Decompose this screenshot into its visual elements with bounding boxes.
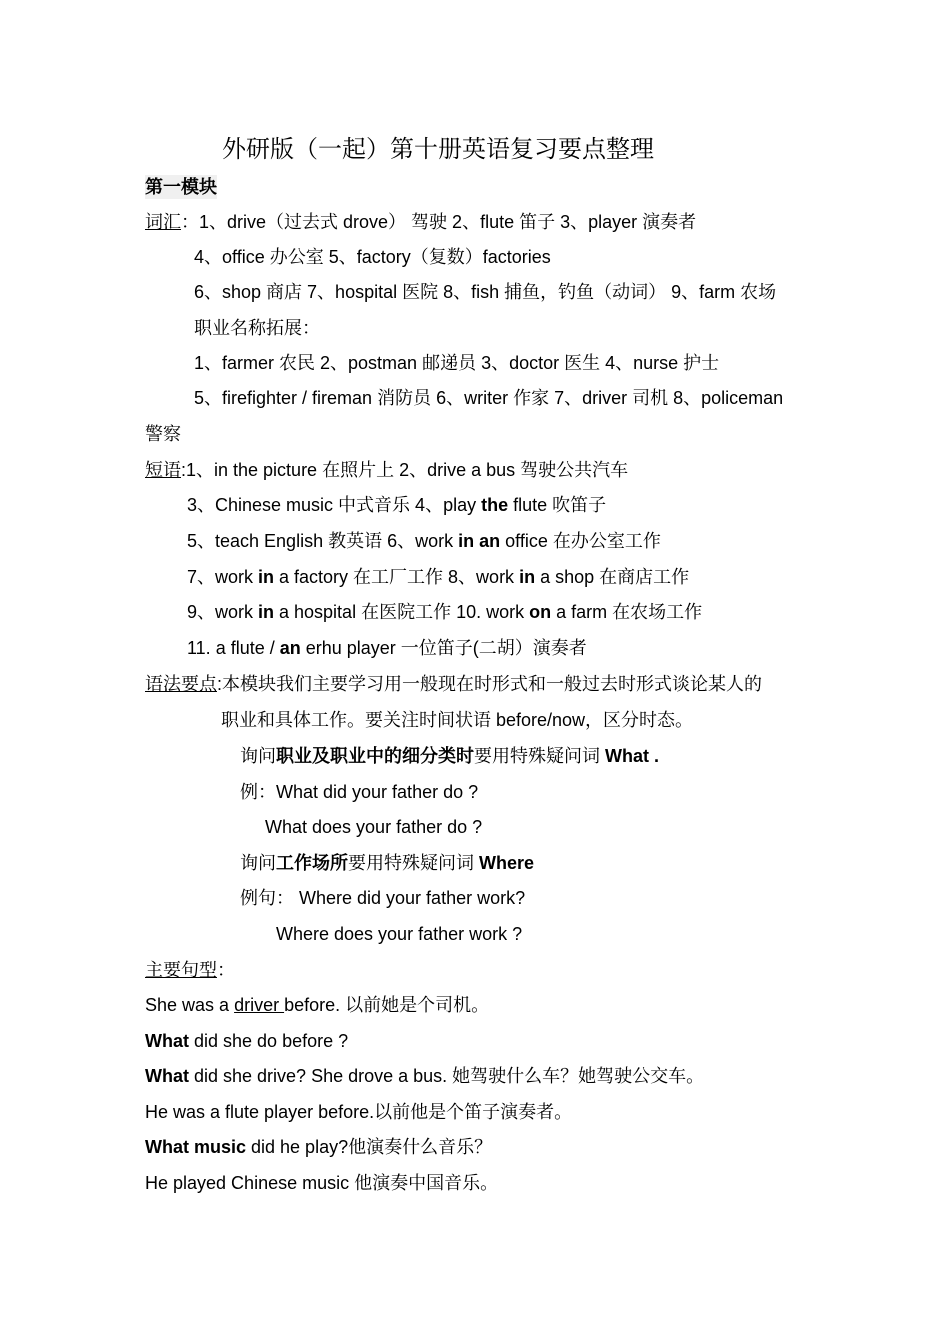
- vocab-line-7: 警察: [145, 424, 181, 444]
- sentence-1-underlined: driver: [234, 995, 285, 1015]
- phrase-line-4: [187, 565, 689, 589]
- grammar-example-2: What does your father do ?: [265, 817, 483, 837]
- phrase-4-c: a factory 在工厂工作 8、work: [274, 567, 520, 587]
- sentence-1-a: She was a: [145, 995, 235, 1015]
- grammar-6-a: 询问: [240, 853, 276, 873]
- sentence-1: [145, 993, 489, 1017]
- phrase-3-a: 5、teach English 教英语 6、work: [187, 531, 459, 551]
- grammar-6-where: Where: [479, 853, 535, 873]
- phrase-5-e: a farm 在农场工作: [551, 602, 703, 622]
- grammar-example-1: 例：What did your father do ?: [240, 782, 479, 802]
- grammar-line-3: [240, 744, 659, 768]
- phrase-6-bold: an: [279, 638, 301, 658]
- phrase-4-a: 7、work: [187, 567, 259, 587]
- module-label: 第一模块: [145, 177, 217, 197]
- phrase-line-1: [145, 458, 628, 482]
- sentences-colon: ：: [217, 960, 235, 980]
- phrase-2-a: 3、Chinese music 中式音乐 4、play: [187, 495, 482, 515]
- sentences-heading: [145, 958, 235, 982]
- vocab-label: 词汇: [145, 212, 181, 232]
- vocab-extension-label: 职业名称拓展：: [194, 318, 320, 338]
- phrase-5-bold-2: on: [529, 602, 552, 622]
- grammar-line-1: [145, 672, 762, 696]
- grammar-example-4: Where does your father work ?: [276, 924, 523, 944]
- phrase-6-a: 11. a flute /: [187, 638, 280, 658]
- phrase-5-bold-1: in: [258, 602, 275, 622]
- vocab-line-2: 4、office 办公室 5、factory（复数）factories: [194, 247, 551, 267]
- phrase-2-c: flute 吹笛子: [508, 495, 607, 515]
- vocab-line-3: 6、shop 商店 7、hospital 医院 8、fish 捕鱼，钓鱼（动词） 9、farm 农场: [194, 282, 777, 302]
- sentence-4: He was a flute player before.以前他是个笛子演奏者。: [145, 1102, 573, 1122]
- grammar-label: 语法要点: [145, 674, 217, 694]
- phrase-3-bold: in an: [458, 531, 501, 551]
- sentence-3-b: did she drive? She drove a bus. 她驾驶什么车？她驾驶公交车。: [189, 1066, 705, 1086]
- phrase-4-bold-1: in: [258, 567, 275, 587]
- vocab-colon: ：: [181, 212, 199, 232]
- grammar-line-6: [240, 851, 534, 875]
- sentence-5: [145, 1135, 492, 1159]
- sentence-3: [145, 1064, 704, 1088]
- phrase-line-5: [187, 600, 702, 624]
- phrase-5-a: 9、work: [187, 602, 259, 622]
- sentence-1-c: before. 以前她是个司机。: [284, 995, 490, 1015]
- phrases-label: 短语: [145, 460, 181, 480]
- phrase-5-c: a hospital 在医院工作 10. work: [274, 602, 530, 622]
- grammar-3-what: What .: [605, 746, 660, 766]
- sentence-3-bold: What: [145, 1066, 189, 1086]
- grammar-6-bold: 工作场所: [276, 853, 348, 873]
- grammar-line-2: 职业和具体工作。要关注时间状语 before/now，区分时态。: [221, 710, 694, 730]
- sentence-2: [145, 1029, 348, 1053]
- phrase-line-6: [187, 636, 587, 660]
- grammar-6-c: 要用特殊疑问词: [348, 853, 480, 873]
- sentence-2-b: did she do before ?: [189, 1031, 349, 1051]
- phrase-2-bold: the: [481, 495, 509, 515]
- sentences-label: 主要句型: [145, 960, 217, 980]
- phrase-line-2: [187, 493, 606, 517]
- sentence-5-bold: What music: [145, 1137, 247, 1157]
- grammar-3-c: 要用特殊疑问词: [474, 746, 606, 766]
- grammar-text-1: :本模块我们主要学习用一般现在时形式和一般过去时形式谈论某人的: [217, 674, 762, 694]
- phrase-3-c: office 在办公室工作: [500, 531, 661, 551]
- grammar-example-3: 例句： Where did your father work?: [240, 888, 526, 908]
- grammar-3-a: 询问: [240, 746, 276, 766]
- vocab-text-1: 1、drive（过去式 drove） 驾驶 2、flute 笛子 3、player 演奏者: [199, 212, 697, 232]
- phrase-4-bold-2: in: [519, 567, 536, 587]
- grammar-3-bold: 职业及职业中的细分类时: [276, 746, 474, 766]
- phrase-line-3: [187, 529, 661, 553]
- vocab-line-5: 1、farmer 农民 2、postman 邮递员 3、doctor 医生 4、nurse 护士: [194, 353, 720, 373]
- page-title: 外研版（一起）第十册英语复习要点整理: [222, 135, 654, 163]
- vocab-line-6: 5、firefighter / fireman 消防员 6、writer 作家 7、driver 司机 8、policeman: [194, 388, 784, 408]
- sentence-6: He played Chinese music 他演奏中国音乐。: [145, 1173, 499, 1193]
- phrase-text-1: :1、in the picture 在照片上 2、drive a bus 驾驶公共汽车: [181, 460, 629, 480]
- module-heading: [145, 175, 217, 199]
- sentence-5-b: did he play?他演奏什么音乐？: [246, 1137, 493, 1157]
- phrase-6-c: erhu player 一位笛子(二胡）演奏者: [300, 638, 587, 658]
- sentence-2-bold: What: [145, 1031, 189, 1051]
- vocab-line-1: [145, 210, 696, 234]
- phrase-4-e: a shop 在商店工作: [535, 567, 690, 587]
